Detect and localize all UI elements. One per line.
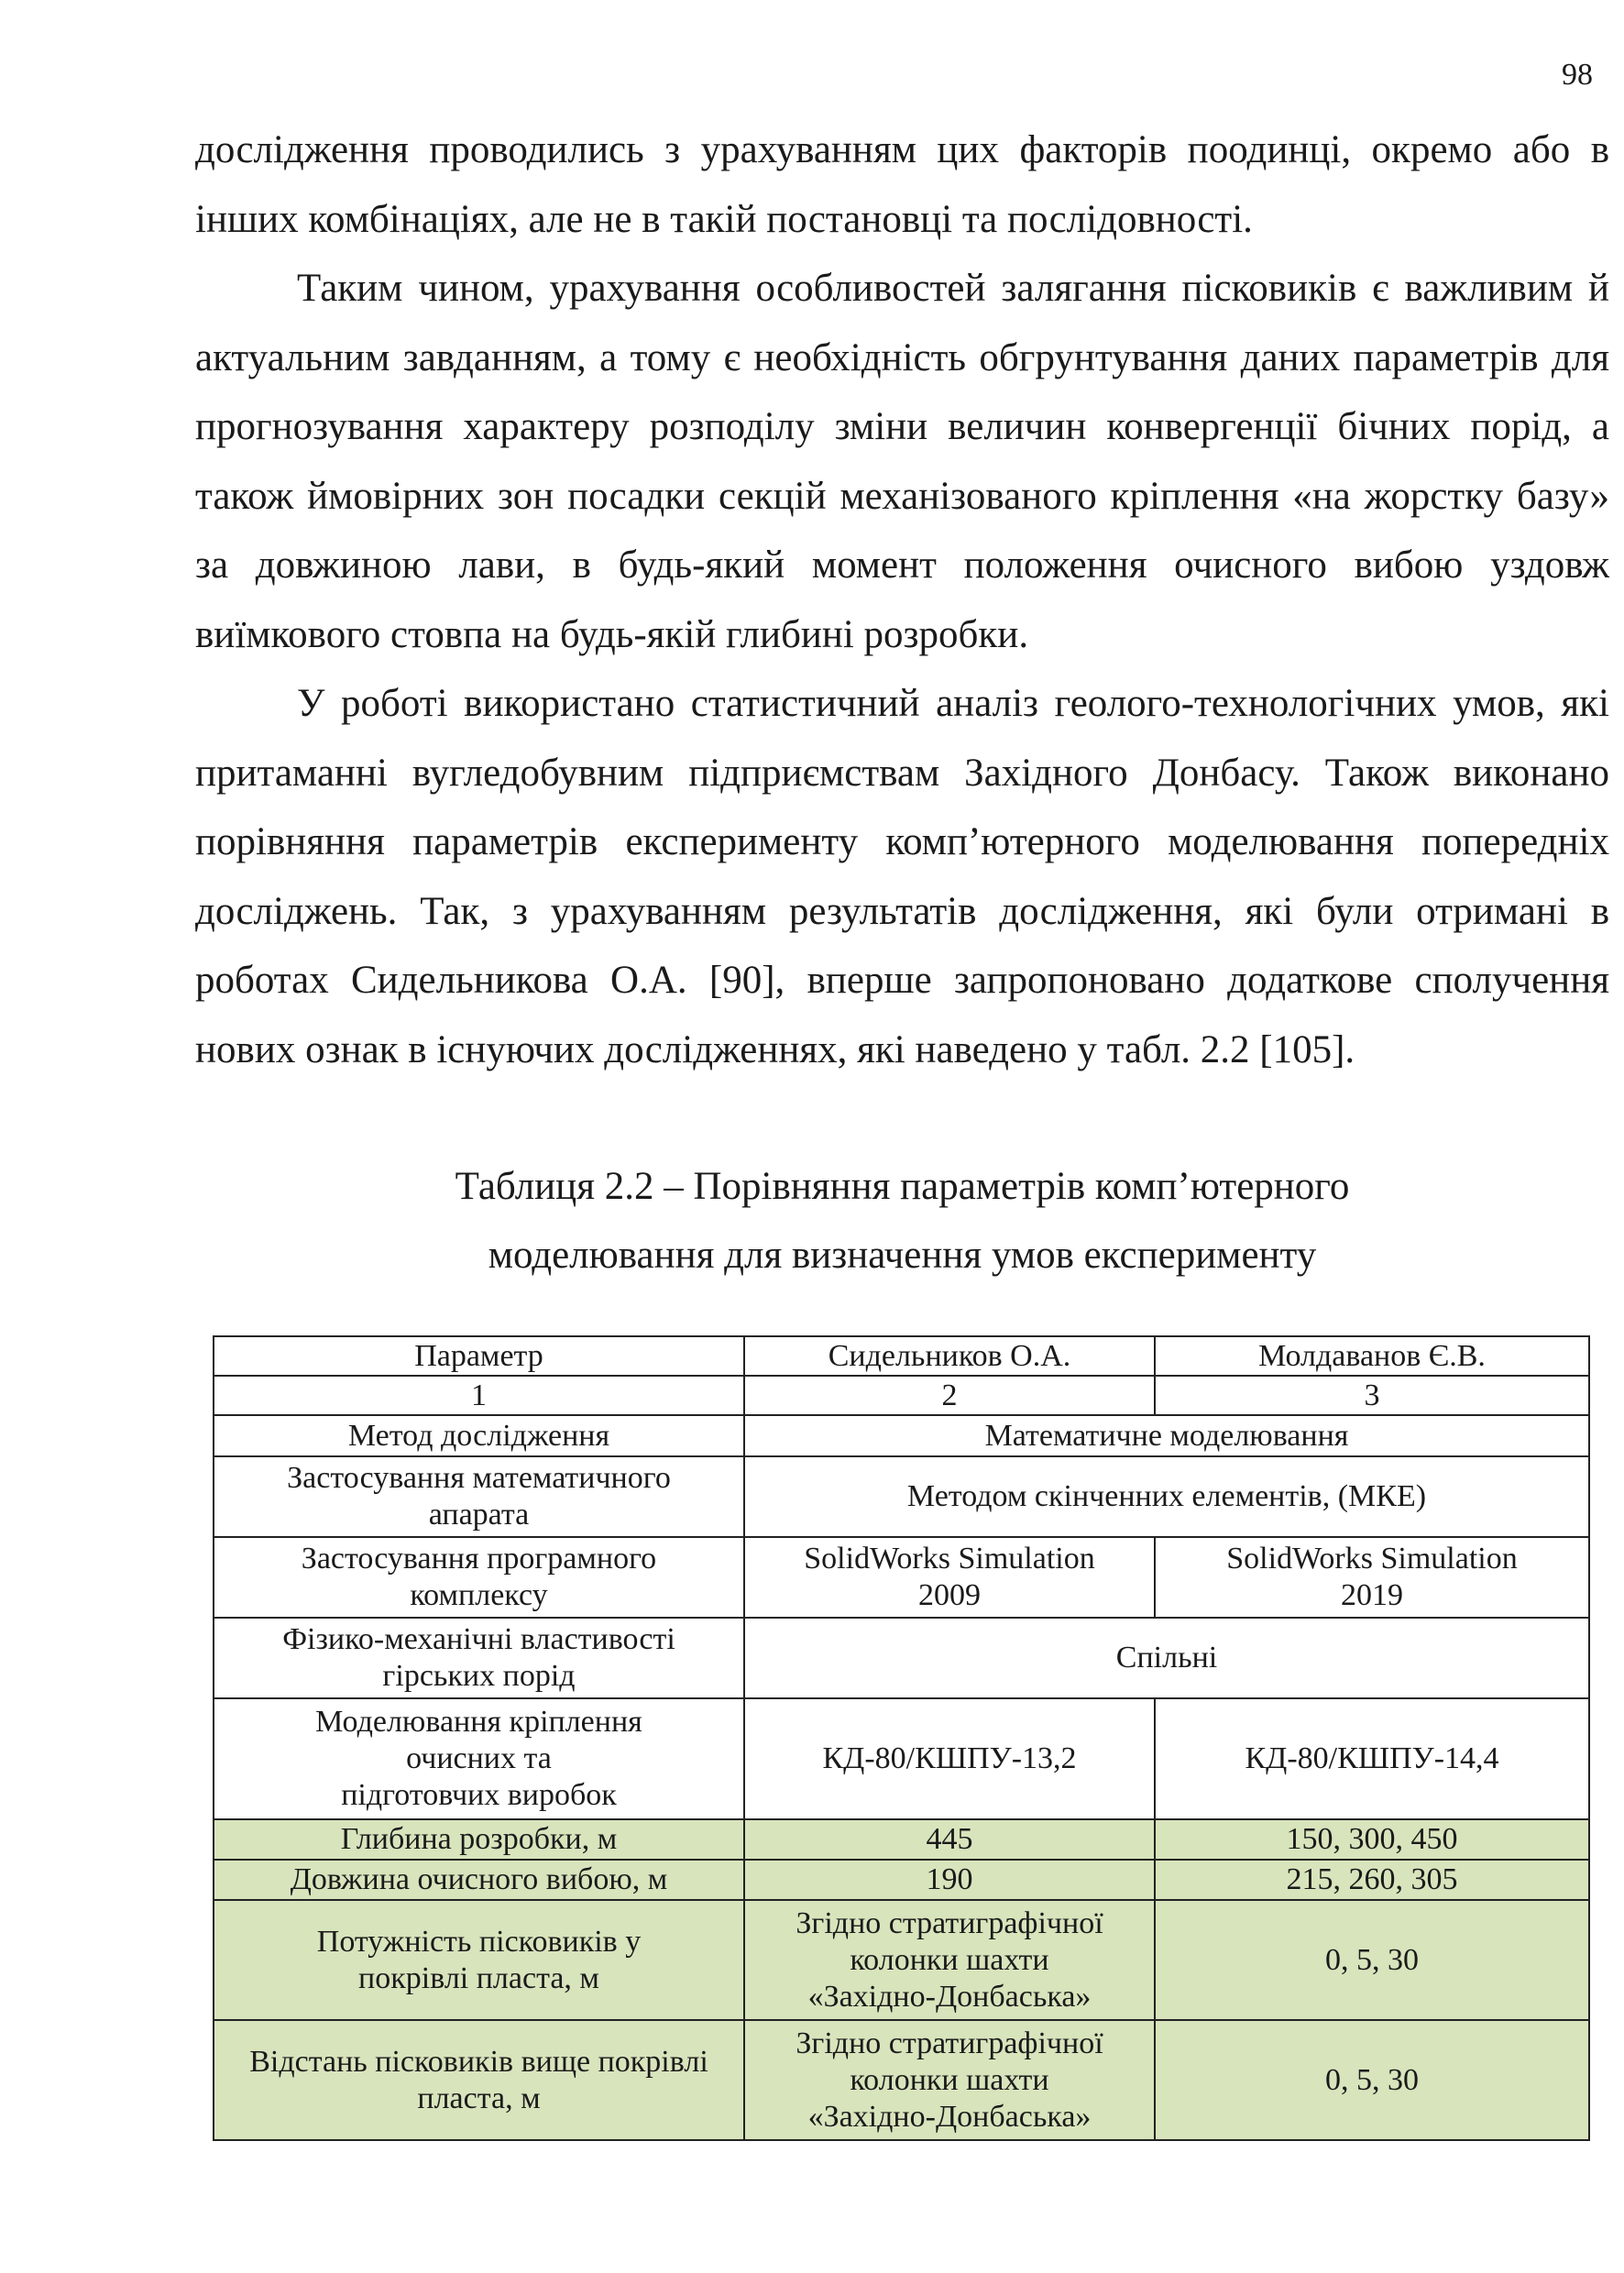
table-caption (195, 1152, 1609, 1290)
table-row-math-apparatus (214, 1456, 1589, 1537)
table-row-length (214, 1860, 1589, 1900)
row-value-col3: 0, 5, 30 (1155, 1900, 1589, 2020)
row-label (214, 1618, 744, 1698)
table-caption-line-2: моделювання для визначення умов експерименту (488, 1234, 1317, 1277)
cell-line: колонки шахти (850, 2062, 1049, 2097)
row-value-col2 (744, 1900, 1155, 2020)
row-label-line: комплексу (410, 1578, 548, 1612)
header-cell-sydelnykov: Сидельников О.А. (744, 1336, 1155, 1376)
cell-line: SolidWorks Simulation (1226, 1542, 1518, 1576)
row-value-col2: 190 (744, 1860, 1155, 1900)
comparison-table (213, 1335, 1590, 2141)
row-value-col3: 150, 300, 450 (1155, 1819, 1589, 1860)
row-value: Математичне моделювання (744, 1415, 1589, 1456)
table-row-distance (214, 2020, 1589, 2140)
row-label: Довжина очисного вибою, м (214, 1860, 744, 1900)
table-row-support (214, 1698, 1589, 1819)
cell-line: Згідно стратиграфічної (796, 2026, 1103, 2060)
row-label-line: Моделювання кріплення (315, 1705, 642, 1739)
header-cell-parameter: Параметр (214, 1336, 744, 1376)
row-label-line: Фізико-механічні властивості (282, 1622, 675, 1656)
number-cell-3: 3 (1155, 1376, 1589, 1415)
table-row-software (214, 1537, 1589, 1618)
row-label-line: Застосування математичного (287, 1461, 671, 1495)
table-row-thickness (214, 1900, 1589, 2020)
paragraph-3: У роботі використано статистичний аналіз геолого-технологічних умов, які притаманні вугледобувним підприємствам Західного Донбасу. Також виконано порівняння параметрів експерименту комп’ютерного моделювання попередніх досліджень. Так, з урахуванням результатів дослідження, які були отримані в роботах Сидельникова О.А. [90], вперше запропоновано додаткове сполучення нових ознак в існуючих дослідженнях, які наведено у табл. 2.2 [105]. (195, 682, 1609, 1071)
row-label-line: Відстань пісковиків вище покрівлі (249, 2044, 708, 2079)
row-label: Метод дослідження (214, 1415, 744, 1456)
row-label (214, 1456, 744, 1537)
cell-line: 2019 (1341, 1578, 1403, 1612)
table-row-depth (214, 1819, 1589, 1860)
paragraph-1: дослідження проводились з урахуванням цих факторів поодинці, окремо або в інших комбінаціях, але не в такій постановці та послідовності. (195, 128, 1609, 241)
row-value-col3: 215, 260, 305 (1155, 1860, 1589, 1900)
table-caption-line-1: Таблиця 2.2 – Порівняння параметрів комп’ютерного (455, 1165, 1350, 1208)
row-value-col2 (744, 1537, 1155, 1618)
row-label (214, 2020, 744, 2140)
row-value-col3 (1155, 1537, 1589, 1618)
table-header-row (214, 1336, 1589, 1376)
number-cell-1: 1 (214, 1376, 744, 1415)
row-label-line: покрівлі пласта, м (358, 1960, 599, 1995)
row-value: Методом скінченних елементів, (МКЕ) (744, 1456, 1589, 1537)
row-value: Спільні (744, 1618, 1589, 1698)
row-label-line: апарата (428, 1498, 530, 1532)
cell-line: Згідно стратиграфічної (796, 1905, 1103, 1940)
cell-line: SolidWorks Simulation (804, 1542, 1095, 1576)
header-cell-moldavanov: Молдаванов Є.В. (1155, 1336, 1589, 1376)
row-label-line: очисних та (406, 1741, 552, 1775)
number-cell-2: 2 (744, 1376, 1155, 1415)
row-value-col2: КД-80/КШПУ-13,2 (744, 1698, 1155, 1819)
row-label: Глибина розробки, м (214, 1819, 744, 1860)
table-row-properties (214, 1618, 1589, 1698)
row-value-col2 (744, 2020, 1155, 2140)
paragraph-2: Таким чином, урахування особливостей залягання пісковиків є важливим й актуальним завданням, а тому є необхідність обгрунтування даних параметрів для прогнозування характеру розподілу зміни величин конвергенції бічних порід, а також ймовірних зон посадки секцій механізованого кріплення «на жорстку базу» за довжиною лави, в будь-який момент положення очисного вибою уздовж виїмкового стовпа на будь-якій глибині розробки. (195, 267, 1609, 656)
row-label (214, 1537, 744, 1618)
table-row-method (214, 1415, 1589, 1456)
cell-line: 2009 (918, 1578, 981, 1612)
row-value-col3: КД-80/КШПУ-14,4 (1155, 1698, 1589, 1819)
page-number: 98 (1562, 58, 1593, 92)
cell-line: колонки шахти (850, 1942, 1049, 1977)
cell-line: «Західно-Донбаська» (807, 1979, 1092, 2014)
row-label (214, 1900, 744, 2020)
row-label-line: Застосування програмного (301, 1542, 657, 1576)
body-text (195, 115, 1609, 1084)
row-label (214, 1698, 744, 1819)
row-value-col3: 0, 5, 30 (1155, 2020, 1589, 2140)
table-number-row (214, 1376, 1589, 1415)
row-label-line: пласта, м (417, 2081, 541, 2115)
row-value-col2: 445 (744, 1819, 1155, 1860)
cell-line: «Західно-Донбаська» (807, 2099, 1092, 2134)
row-label-line: Потужність пісковиків у (316, 1924, 642, 1959)
row-label-line: підготовчих виробок (341, 1778, 617, 1812)
row-label-line: гірських порід (382, 1659, 576, 1693)
